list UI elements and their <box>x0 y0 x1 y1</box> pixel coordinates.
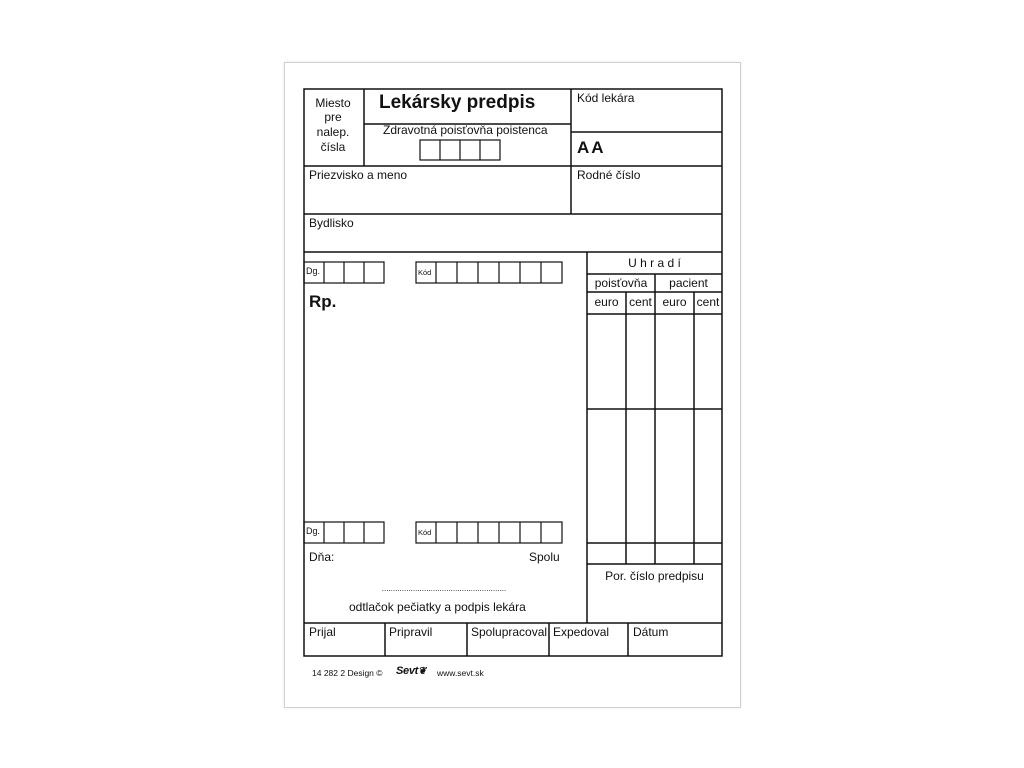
birth-number-field[interactable] <box>572 183 721 213</box>
diagnosis-label-top: Dg. <box>306 266 321 276</box>
website-text: www.sevt.sk <box>437 668 484 678</box>
sticker-area-label-4: čísla <box>320 140 346 154</box>
footer-date-label: Dátum <box>633 625 669 639</box>
patient-name-field[interactable] <box>305 183 570 213</box>
patient-pays-column-header: pacient <box>669 276 708 290</box>
prescription-form-sheet <box>284 62 741 708</box>
insurer-code-field[interactable] <box>420 140 500 160</box>
doctor-code-label: Kód lekára <box>577 91 635 105</box>
stamp-signature-label: odtlačok pečiatky a podpis lekára <box>349 600 526 614</box>
insurer-euro-header: euro <box>594 295 619 309</box>
code-label-bottom: Kód <box>418 528 432 537</box>
diagnosis-code-field-top[interactable] <box>324 262 384 283</box>
sticker-area-label-2: pre <box>324 110 342 124</box>
birth-number-label: Rodné číslo <box>577 168 641 182</box>
total-label: Spolu <box>529 550 560 564</box>
footer-cooperated-label: Spolupracoval <box>471 625 548 639</box>
date-label: Dňa: <box>309 550 335 564</box>
insurer-label: Zdravotná poisťovňa poistenca <box>383 123 548 137</box>
footer-prepared-label: Pripravil <box>389 625 433 639</box>
sevt-logo-text: Sevt <box>396 665 419 677</box>
prescription-body-field[interactable] <box>305 315 585 515</box>
patient-euro-header: euro <box>662 295 687 309</box>
sevt-logo <box>396 666 426 677</box>
insurer-pays-column-header: poisťovňa <box>594 276 648 290</box>
drug-code-field-bottom[interactable] <box>436 522 562 543</box>
address-field[interactable] <box>305 231 721 251</box>
patient-cent-header: cent <box>696 295 720 309</box>
diagnosis-code-field-bottom[interactable] <box>324 522 384 543</box>
footer-dispatched-label: Expedoval <box>553 625 610 639</box>
diagnosis-label-bottom: Dg. <box>306 526 321 536</box>
pays-header: U h r a d í <box>628 256 681 270</box>
leaf-icon: ❦ <box>418 666 427 677</box>
sticker-area-label-3: nalep. <box>316 125 350 139</box>
sticker-area-label-1: Miesto <box>315 96 351 110</box>
prescription-order-number-label: Por. číslo predpisu <box>605 569 704 583</box>
drug-code-field-top[interactable] <box>436 262 562 283</box>
patient-name-label: Priezvisko a meno <box>309 168 408 182</box>
recipe-label: Rp. <box>309 292 337 311</box>
signature-dotted-line: ........................................................ <box>381 585 507 593</box>
insurer-cent-header: cent <box>629 295 652 309</box>
form-title: Lekársky predpis <box>379 92 536 113</box>
doctor-code-value[interactable]: AA <box>577 138 606 157</box>
print-code: 14 282 2 Design © <box>312 668 383 678</box>
footer-received-label: Prijal <box>309 625 336 639</box>
address-label: Bydlisko <box>309 216 354 230</box>
prescription-order-number-field[interactable] <box>588 585 721 622</box>
code-label-top: Kód <box>418 268 432 277</box>
